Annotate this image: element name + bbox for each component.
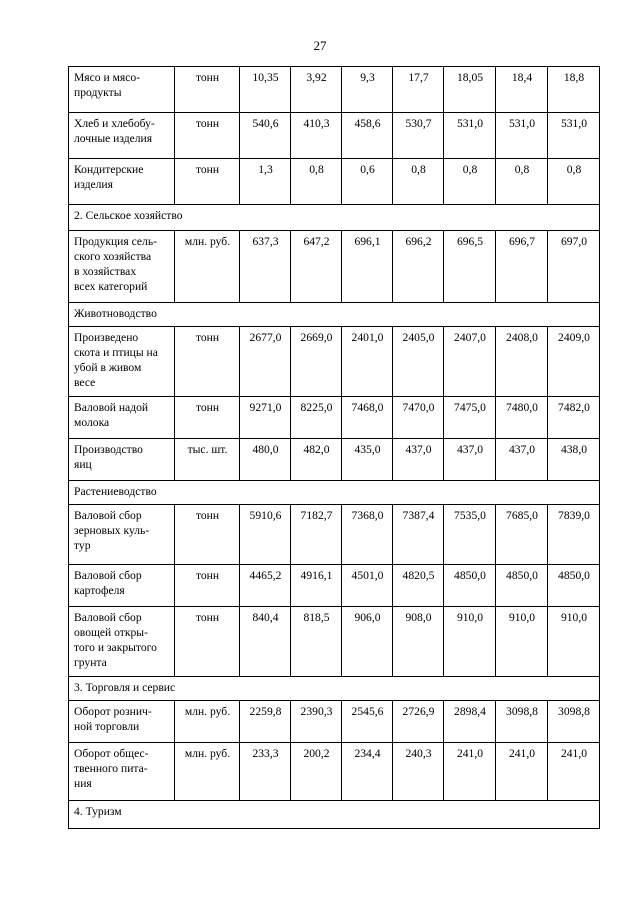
value-cell: 410,3 bbox=[291, 113, 342, 159]
indicator-name-line: ния bbox=[74, 777, 92, 790]
value-cell: 696,1 bbox=[342, 231, 393, 303]
value-cell: 480,0 bbox=[240, 439, 291, 481]
value-cell: 540,6 bbox=[240, 113, 291, 159]
value-cell: 696,5 bbox=[444, 231, 496, 303]
indicator-name-line: всех категорий bbox=[74, 280, 148, 293]
value-cell: 9,3 bbox=[342, 67, 393, 113]
value-cell: 2898,4 bbox=[444, 701, 496, 743]
value-cell: 2407,0 bbox=[444, 327, 496, 397]
value-cell: 1,3 bbox=[240, 159, 291, 205]
indicator-name-line: лочные изделия bbox=[74, 132, 153, 145]
value-cell: 240,3 bbox=[393, 743, 444, 801]
value-cell: 435,0 bbox=[342, 439, 393, 481]
unit-cell: тонн bbox=[175, 565, 240, 607]
value-cell: 7475,0 bbox=[444, 397, 496, 439]
table-row bbox=[69, 67, 600, 113]
value-cell: 4820,5 bbox=[393, 565, 444, 607]
indicator-name-line: того и закрытого bbox=[74, 641, 157, 654]
indicator-name-cell bbox=[69, 743, 175, 801]
value-cell: 458,6 bbox=[342, 113, 393, 159]
unit-cell: тонн bbox=[175, 159, 240, 205]
indicator-name-line: Оборот общес- bbox=[74, 747, 149, 760]
indicator-name-line: скота и птицы на bbox=[74, 346, 158, 359]
unit-cell: тонн bbox=[175, 113, 240, 159]
indicator-name-line: Продукция сель- bbox=[74, 235, 157, 248]
indicator-name-line: Валовой сбор bbox=[74, 509, 142, 522]
indicators-table bbox=[68, 66, 600, 829]
indicator-name-line: в хозяйствах bbox=[74, 265, 137, 278]
value-cell: 647,2 bbox=[291, 231, 342, 303]
unit-cell: млн. руб. bbox=[175, 743, 240, 801]
section-row bbox=[69, 481, 600, 505]
indicator-name-line: Мясо и мясо- bbox=[74, 71, 141, 84]
indicator-name-line: молока bbox=[74, 416, 110, 429]
value-cell: 17,7 bbox=[393, 67, 444, 113]
value-cell: 234,4 bbox=[342, 743, 393, 801]
indicator-name-line: тур bbox=[74, 539, 91, 552]
table-row bbox=[69, 701, 600, 743]
indicator-name-cell bbox=[69, 397, 175, 439]
value-cell: 637,3 bbox=[240, 231, 291, 303]
indicator-name-line: изделия bbox=[74, 178, 113, 191]
table-row bbox=[69, 743, 600, 801]
indicator-name-line: продукты bbox=[74, 86, 122, 99]
indicator-name-cell bbox=[69, 565, 175, 607]
value-cell: 241,0 bbox=[496, 743, 548, 801]
value-cell: 906,0 bbox=[342, 607, 393, 677]
table-row bbox=[69, 439, 600, 481]
table-row bbox=[69, 113, 600, 159]
indicator-name-line: Валовой сбор bbox=[74, 569, 142, 582]
unit-cell: тонн bbox=[175, 397, 240, 439]
table-row bbox=[69, 231, 600, 303]
section-label: Растениеводство bbox=[69, 481, 600, 505]
value-cell: 2669,0 bbox=[291, 327, 342, 397]
value-cell: 910,0 bbox=[496, 607, 548, 677]
value-cell: 4850,0 bbox=[548, 565, 600, 607]
value-cell: 0,8 bbox=[393, 159, 444, 205]
value-cell: 4850,0 bbox=[496, 565, 548, 607]
table-row bbox=[69, 505, 600, 565]
unit-cell: тонн bbox=[175, 327, 240, 397]
indicator-name-cell bbox=[69, 159, 175, 205]
value-cell: 4465,2 bbox=[240, 565, 291, 607]
table-row bbox=[69, 565, 600, 607]
value-cell: 697,0 bbox=[548, 231, 600, 303]
value-cell: 4501,0 bbox=[342, 565, 393, 607]
value-cell: 7685,0 bbox=[496, 505, 548, 565]
value-cell: 696,2 bbox=[393, 231, 444, 303]
value-cell: 818,5 bbox=[291, 607, 342, 677]
value-cell: 531,0 bbox=[496, 113, 548, 159]
section-label: 2. Сельское хозяйство bbox=[69, 205, 600, 231]
value-cell: 4850,0 bbox=[444, 565, 496, 607]
value-cell: 2677,0 bbox=[240, 327, 291, 397]
value-cell: 7182,7 bbox=[291, 505, 342, 565]
indicator-name-line: зерновых куль- bbox=[74, 524, 150, 537]
value-cell: 4916,1 bbox=[291, 565, 342, 607]
unit-cell: тыс. шт. bbox=[175, 439, 240, 481]
unit-cell: тонн bbox=[175, 505, 240, 565]
indicator-name-line: Валовой надой bbox=[74, 401, 149, 414]
indicator-name-cell bbox=[69, 231, 175, 303]
value-cell: 2405,0 bbox=[393, 327, 444, 397]
value-cell: 0,8 bbox=[291, 159, 342, 205]
value-cell: 482,0 bbox=[291, 439, 342, 481]
indicator-name-cell bbox=[69, 67, 175, 113]
value-cell: 18,05 bbox=[444, 67, 496, 113]
value-cell: 2726,9 bbox=[393, 701, 444, 743]
section-label: 4. Туризм bbox=[69, 801, 600, 829]
value-cell: 437,0 bbox=[444, 439, 496, 481]
value-cell: 241,0 bbox=[444, 743, 496, 801]
value-cell: 908,0 bbox=[393, 607, 444, 677]
value-cell: 2390,3 bbox=[291, 701, 342, 743]
table-row bbox=[69, 159, 600, 205]
value-cell: 8225,0 bbox=[291, 397, 342, 439]
indicator-name-line: овощей откры- bbox=[74, 626, 148, 639]
page-number: 27 bbox=[313, 38, 327, 53]
value-cell: 2545,6 bbox=[342, 701, 393, 743]
value-cell: 0,8 bbox=[444, 159, 496, 205]
value-cell: 0,8 bbox=[548, 159, 600, 205]
value-cell: 2409,0 bbox=[548, 327, 600, 397]
table-row bbox=[69, 607, 600, 677]
unit-cell: тонн bbox=[175, 67, 240, 113]
value-cell: 3098,8 bbox=[548, 701, 600, 743]
indicator-name-cell bbox=[69, 505, 175, 565]
value-cell: 696,7 bbox=[496, 231, 548, 303]
indicator-name-line: ского хозяйства bbox=[74, 250, 152, 263]
indicator-name-cell bbox=[69, 327, 175, 397]
value-cell: 7368,0 bbox=[342, 505, 393, 565]
value-cell: 3098,8 bbox=[496, 701, 548, 743]
indicator-name-line: ной торговли bbox=[74, 720, 140, 733]
indicator-name-line: Производство bbox=[74, 443, 143, 456]
section-row bbox=[69, 801, 600, 829]
unit-cell: тонн bbox=[175, 607, 240, 677]
value-cell: 5910,6 bbox=[240, 505, 291, 565]
indicator-name-line: Валовой сбор bbox=[74, 611, 142, 624]
value-cell: 200,2 bbox=[291, 743, 342, 801]
value-cell: 2408,0 bbox=[496, 327, 548, 397]
table-body bbox=[69, 67, 600, 829]
value-cell: 7482,0 bbox=[548, 397, 600, 439]
table-row bbox=[69, 397, 600, 439]
value-cell: 241,0 bbox=[548, 743, 600, 801]
indicator-name-line: картофеля bbox=[74, 584, 125, 597]
value-cell: 910,0 bbox=[548, 607, 600, 677]
value-cell: 840,4 bbox=[240, 607, 291, 677]
indicator-name-line: убой в живом bbox=[74, 361, 142, 374]
value-cell: 2259,8 bbox=[240, 701, 291, 743]
indicator-name-line: Кондитерские bbox=[74, 163, 144, 176]
value-cell: 18,8 bbox=[548, 67, 600, 113]
value-cell: 9271,0 bbox=[240, 397, 291, 439]
indicator-name-cell bbox=[69, 701, 175, 743]
value-cell: 7535,0 bbox=[444, 505, 496, 565]
value-cell: 530,7 bbox=[393, 113, 444, 159]
value-cell: 2401,0 bbox=[342, 327, 393, 397]
indicator-name-cell bbox=[69, 113, 175, 159]
section-row bbox=[69, 205, 600, 231]
value-cell: 910,0 bbox=[444, 607, 496, 677]
table-row bbox=[69, 327, 600, 397]
value-cell: 438,0 bbox=[548, 439, 600, 481]
value-cell: 7470,0 bbox=[393, 397, 444, 439]
indicator-name-cell bbox=[69, 439, 175, 481]
section-label: Животноводство bbox=[69, 303, 600, 327]
indicator-name-cell bbox=[69, 607, 175, 677]
value-cell: 7480,0 bbox=[496, 397, 548, 439]
value-cell: 233,3 bbox=[240, 743, 291, 801]
section-row bbox=[69, 303, 600, 327]
section-label: 3. Торговля и сервис bbox=[69, 677, 600, 701]
unit-cell: млн. руб. bbox=[175, 231, 240, 303]
value-cell: 531,0 bbox=[444, 113, 496, 159]
value-cell: 0,6 bbox=[342, 159, 393, 205]
section-row bbox=[69, 677, 600, 701]
value-cell: 437,0 bbox=[393, 439, 444, 481]
value-cell: 7387,4 bbox=[393, 505, 444, 565]
indicator-name-line: грунта bbox=[74, 656, 107, 669]
indicator-name-line: Оборот рознич- bbox=[74, 705, 152, 718]
indicator-name-line: Произведено bbox=[74, 331, 139, 344]
value-cell: 18,4 bbox=[496, 67, 548, 113]
value-cell: 7468,0 bbox=[342, 397, 393, 439]
indicator-name-line: твенного пита- bbox=[74, 762, 148, 775]
value-cell: 3,92 bbox=[291, 67, 342, 113]
unit-cell: млн. руб. bbox=[175, 701, 240, 743]
value-cell: 7839,0 bbox=[548, 505, 600, 565]
value-cell: 437,0 bbox=[496, 439, 548, 481]
indicator-name-line: весе bbox=[74, 376, 96, 389]
value-cell: 0,8 bbox=[496, 159, 548, 205]
value-cell: 531,0 bbox=[548, 113, 600, 159]
value-cell: 10,35 bbox=[240, 67, 291, 113]
indicator-name-line: Хлеб и хлебобу- bbox=[74, 117, 155, 130]
indicator-name-line: яиц bbox=[74, 458, 92, 471]
